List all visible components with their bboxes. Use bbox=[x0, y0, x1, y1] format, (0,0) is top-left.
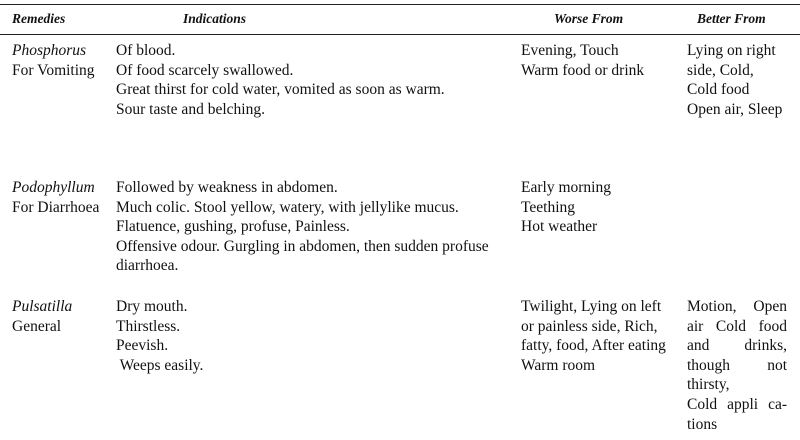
better-word: not bbox=[767, 356, 787, 374]
indication-line: Much colic. Stool yellow, watery, with jellylike mucus. bbox=[116, 198, 459, 216]
indication-line: Flatuence, gushing, profuse, Painless. bbox=[116, 218, 350, 236]
worse-line: or painless side, Rich, bbox=[521, 317, 658, 335]
indication-line: Followed by weakness in abdomen. bbox=[116, 179, 338, 196]
better-word: and bbox=[687, 337, 710, 355]
indications-cell bbox=[116, 297, 203, 375]
remedy-name: Podophyllum bbox=[12, 179, 95, 196]
indication-line: diarrhoea. bbox=[116, 257, 179, 275]
indication-line: Of food scarcely swallowed. bbox=[116, 61, 294, 79]
better-word: air bbox=[687, 317, 704, 335]
worse-from-cell bbox=[521, 41, 644, 80]
better-line: Open air, Sleep bbox=[687, 100, 783, 118]
better-line bbox=[687, 356, 787, 376]
worse-line: Hot weather bbox=[521, 218, 598, 236]
better-word: food bbox=[758, 317, 787, 335]
better-word: though bbox=[687, 356, 731, 374]
indication-line: Weeps easily. bbox=[116, 356, 204, 374]
better-word: Open bbox=[753, 298, 787, 315]
worse-line: Warm room bbox=[521, 356, 596, 374]
better-line: thirsty, bbox=[687, 376, 730, 394]
better-line: Cold food bbox=[687, 81, 750, 99]
header-worse-from: Worse From bbox=[554, 11, 624, 26]
indication-line: Offensive odour. Gurgling in abdomen, then sudden profuse bbox=[116, 237, 489, 255]
better-word: drinks, bbox=[744, 337, 787, 355]
header-indications: Indications bbox=[183, 11, 247, 26]
table-top-rule bbox=[0, 4, 800, 5]
worse-line: fatty, food, After eating bbox=[521, 337, 666, 355]
better-line bbox=[687, 297, 787, 317]
remedy-name: Phosphorus bbox=[12, 42, 87, 59]
worse-line: Twilight, Lying on left bbox=[521, 298, 662, 315]
remedy-context: General bbox=[12, 317, 62, 335]
better-word: ca- bbox=[768, 395, 787, 413]
better-word: Cold bbox=[715, 317, 747, 335]
better-line: side, Cold, bbox=[687, 61, 754, 79]
indication-line: Dry mouth. bbox=[116, 298, 188, 315]
worse-line: Teething bbox=[521, 198, 576, 216]
indication-line: Of blood. bbox=[116, 42, 176, 59]
indication-line: Great thirst for cold water, vomited as soon as warm. bbox=[116, 81, 445, 99]
better-from-cell bbox=[687, 41, 782, 119]
better-word: appli bbox=[727, 395, 759, 413]
better-line: Lying on right bbox=[687, 42, 776, 59]
table-row-remedy bbox=[12, 297, 72, 336]
header-remedies: Remedies bbox=[12, 11, 66, 26]
indications-cell bbox=[116, 41, 445, 119]
remedy-name: Pulsatilla bbox=[12, 298, 73, 315]
remedy-context: For Diarrhoea bbox=[12, 198, 100, 216]
better-from-cell bbox=[687, 297, 787, 434]
better-word: Cold bbox=[687, 395, 718, 413]
remedy-context: For Vomiting bbox=[12, 61, 95, 79]
indication-line: Peevish. bbox=[116, 337, 169, 355]
header-bottom-rule bbox=[0, 34, 800, 35]
table-row-remedy bbox=[12, 178, 99, 217]
header-better-from: Better From bbox=[697, 11, 766, 26]
worse-from-cell bbox=[521, 297, 666, 375]
better-word: Motion, bbox=[687, 298, 737, 315]
better-line bbox=[687, 336, 787, 356]
better-line bbox=[687, 395, 787, 415]
worse-line: Early morning bbox=[521, 179, 611, 196]
worse-from-cell bbox=[521, 178, 611, 237]
table-row-remedy bbox=[12, 41, 95, 80]
worse-line: Evening, Touch bbox=[521, 42, 619, 59]
worse-line: Warm food or drink bbox=[521, 61, 645, 79]
indication-line: Sour taste and belching. bbox=[116, 100, 265, 118]
better-line: tions bbox=[687, 415, 718, 433]
indications-cell bbox=[116, 178, 489, 276]
indication-line: Thirstless. bbox=[116, 317, 181, 335]
better-line bbox=[687, 317, 787, 337]
